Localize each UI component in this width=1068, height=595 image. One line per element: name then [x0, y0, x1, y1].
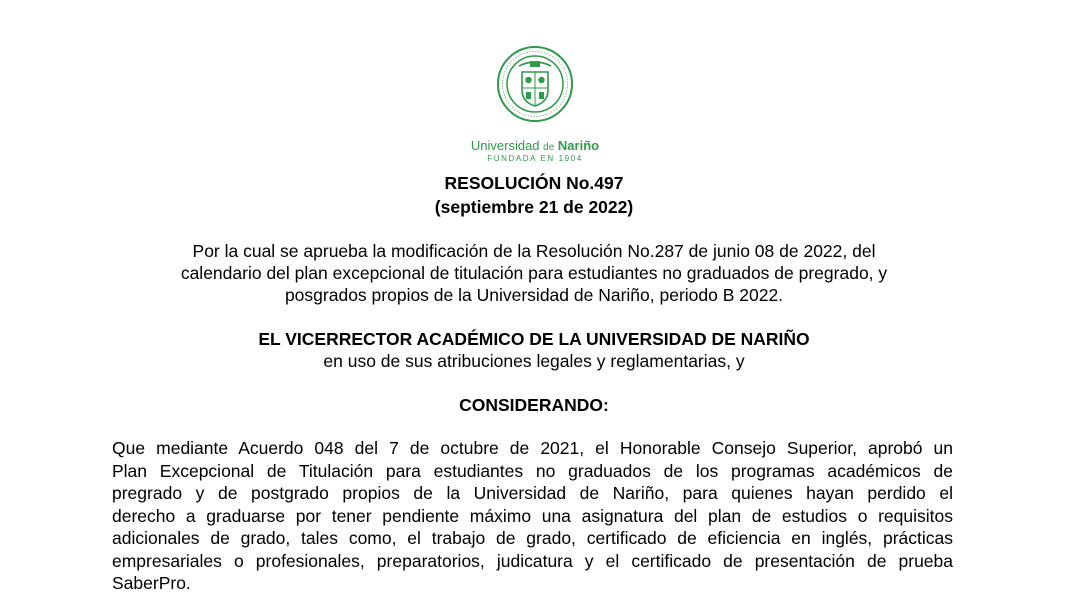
paragraph-line: pregrado y de postgrado propios de la Universidad de Nariño, para quienes hayan perdido el	[112, 483, 953, 503]
summary-line-3: posgrados propios de la Universidad de Nariño, periodo B 2022.	[284, 285, 784, 305]
university-name	[440, 139, 630, 155]
paragraph-line: Que mediante Acuerdo 048 del 7 de octubre de 2021, el Honorable Consejo Superior, aprobó un	[112, 438, 953, 458]
university-logo	[440, 44, 630, 164]
resolution-date: (septiembre 21 de 2022)	[434, 197, 634, 217]
resolution-title: RESOLUCIÓN No.497	[444, 173, 624, 193]
authority-title: EL VICERRECTOR ACADÉMICO DE LA UNIVERSIDAD DE NARIÑO	[258, 329, 810, 349]
summary-line-2: calendario del plan excepcional de titulación para estudiantes no graduados de pregrado, y	[180, 263, 888, 283]
university-de: de	[543, 142, 555, 153]
paragraph-line: Plan Excepcional de Titulación para estudiantes no graduados de los programas académicos de	[112, 460, 953, 481]
authority-subtitle: en uso de sus atribuciones legales y reglamentarias, y	[323, 351, 745, 371]
paragraph-line: derecho a graduarse por tener pendiente máximo una asignatura del plan de estudios o requisitos	[112, 505, 953, 526]
summary-line-1: Por la cual se aprueba la modificación de la Resolución No.287 de junio 08 de 2022, del	[192, 241, 876, 261]
paragraph-line: empresariales o profesionales, preparatorios, judicatura y el certificado de presentación de prueba	[112, 550, 953, 571]
university-founded: FUNDADA EN 1904	[487, 154, 583, 163]
university-prefix: Universidad	[470, 138, 540, 153]
considering-paragraph	[112, 437, 953, 595]
considering-heading: CONSIDERANDO:	[459, 395, 609, 415]
paragraph-line: adicionales de grado, tales como, el trabajo de grado, certificado de eficiencia en inglés, prácticas	[112, 528, 953, 548]
university-name-strong: Nariño	[557, 138, 600, 153]
paragraph-line-last: SaberPro.	[112, 573, 191, 593]
university-seal-icon	[495, 44, 575, 124]
